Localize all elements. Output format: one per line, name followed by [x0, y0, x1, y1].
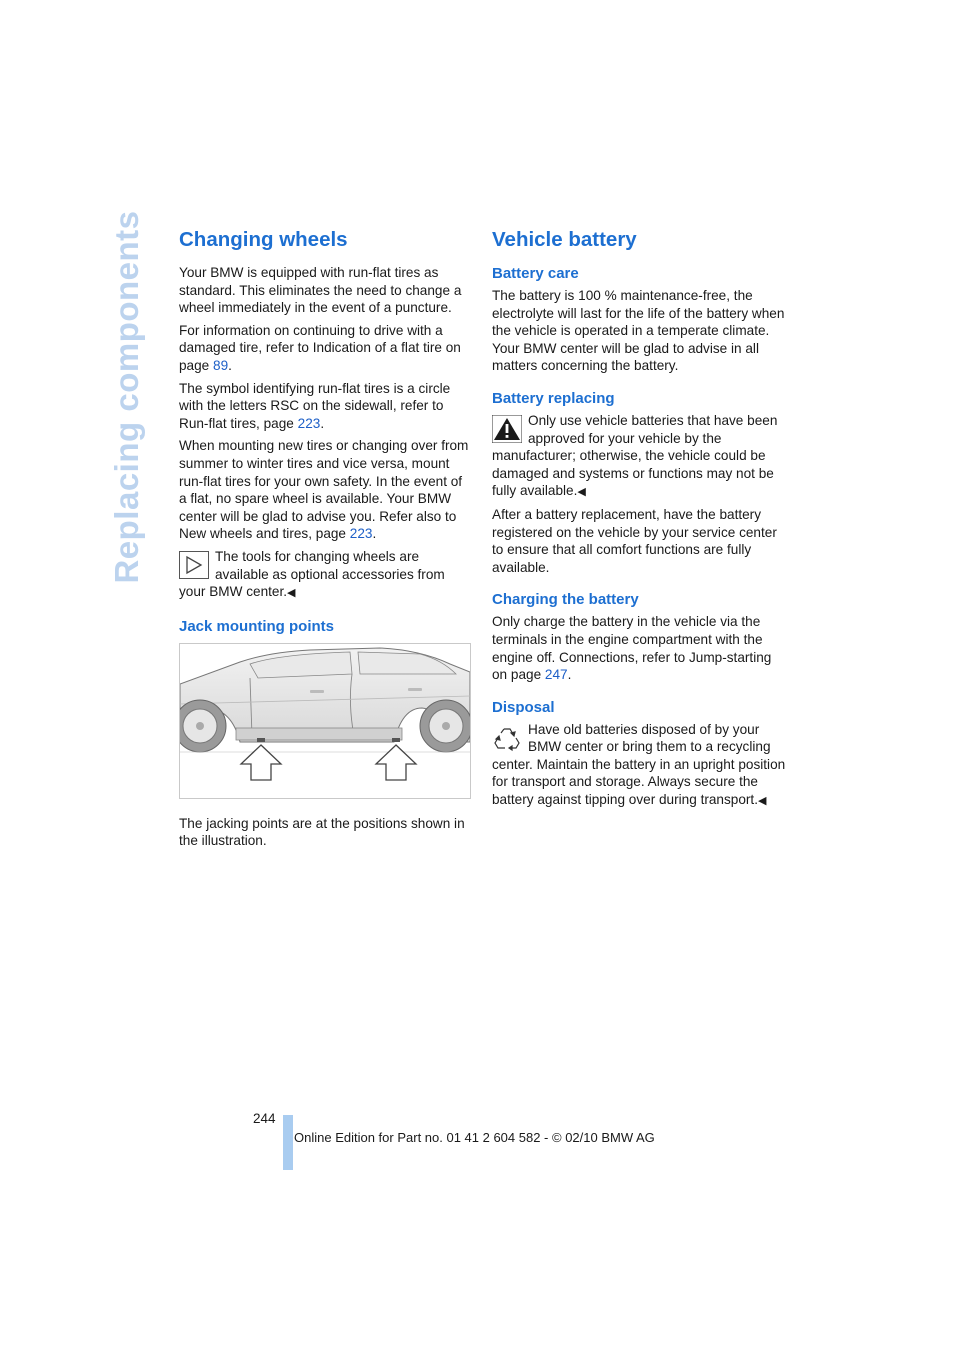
left-column [179, 226, 471, 855]
warning-icon [492, 415, 522, 443]
battery-care-text: The battery is 100 % maintenance-free, the electrolyte will last for the life of the battery when the vehicle is operated in a temperate climate. Your BMW center will be glad to advise in all matters concerning the battery. [492, 288, 785, 374]
right-column [492, 226, 786, 815]
paragraph-rsc-symbol: The symbol identifying run-flat tires is a circle with the letters RSC on the sidewall, refer to Run-flat tires, page 223. [179, 380, 451, 431]
paragraph-mounting-tires: When mounting new tires or changing over from summer to winter tires and vice versa, mount run-flat tires for your own safety. In the event of a flat, no spare wheel is available. Your BMW center will be glad to advise you. Refer also to New wheels and tires, page 223. [179, 438, 469, 542]
battery-warning-text: Only use vehicle batteries that have been approved for your vehicle by the manufacturer; otherwise, the vehicle could be damaged and systems or functions may not be fully available. [492, 412, 778, 499]
tools-note [179, 548, 471, 603]
chapter-title: Replacing components [108, 210, 145, 584]
end-mark: ◀ [287, 587, 296, 600]
car-side-illustration [180, 644, 470, 798]
page-link-247[interactable]: 247 [544, 667, 568, 683]
battery-care-heading: Battery care [492, 265, 579, 282]
page-number: 244 [253, 1111, 276, 1126]
chapter-side-tab [92, 210, 162, 584]
battery-registration-text: After a battery replacement, have the battery registered on the vehicle by your service center to ensure that all comfort functions are fully available. [492, 506, 777, 575]
paragraph-runflat-standard: Your BMW is equipped with run-flat tires as standard. This eliminates the need to change a wheel immediately in the event of a puncture. [179, 265, 462, 316]
end-mark: ◀ [577, 486, 586, 499]
jacking-caption: The jacking points are at the positions shown in the illustration. [179, 815, 465, 849]
battery-warning [492, 412, 786, 502]
footer-accent-bar [283, 1115, 293, 1170]
footer-edition-text: Online Edition for Part no. 01 41 2 604 582 - © 02/10 BMW AG [294, 1130, 655, 1145]
page-link-89[interactable]: 89 [213, 357, 229, 373]
recycle-icon [492, 724, 522, 752]
charging-battery-heading: Charging the battery [492, 591, 639, 609]
disposal-heading: Disposal [492, 698, 555, 716]
jack-points-illustration [179, 643, 471, 799]
note-triangle-icon [179, 551, 209, 579]
disposal-text: Have old batteries disposed of by your BMW center or bring them to a recycling center. Maintain the battery in an upright position for transport and storage. Always secure the battery against tipping over during transport. [492, 721, 786, 808]
jack-mounting-heading: Jack mounting points [179, 617, 335, 635]
charging-battery-text: Only charge the battery in the vehicle via the terminals in the engine compartment with the engine off. Connections, refer to Jump-starting on page 247. [492, 614, 772, 683]
disposal-note [492, 721, 786, 811]
end-mark: ◀ [758, 795, 767, 808]
vehicle-battery-heading: Vehicle battery [492, 228, 637, 251]
tools-note-text: The tools for changing wheels are available as optional accessories from your BMW center. [179, 548, 445, 600]
page-link-223-b[interactable]: 223 [349, 526, 373, 542]
paragraph-flat-indication: For information on continuing to drive with a damaged tire, refer to Indication of a flat tire on page 89. [179, 322, 461, 373]
page-link-223-a[interactable]: 223 [297, 415, 321, 431]
changing-wheels-heading: Changing wheels [179, 228, 348, 251]
battery-replacing-heading: Battery replacing [492, 389, 615, 407]
